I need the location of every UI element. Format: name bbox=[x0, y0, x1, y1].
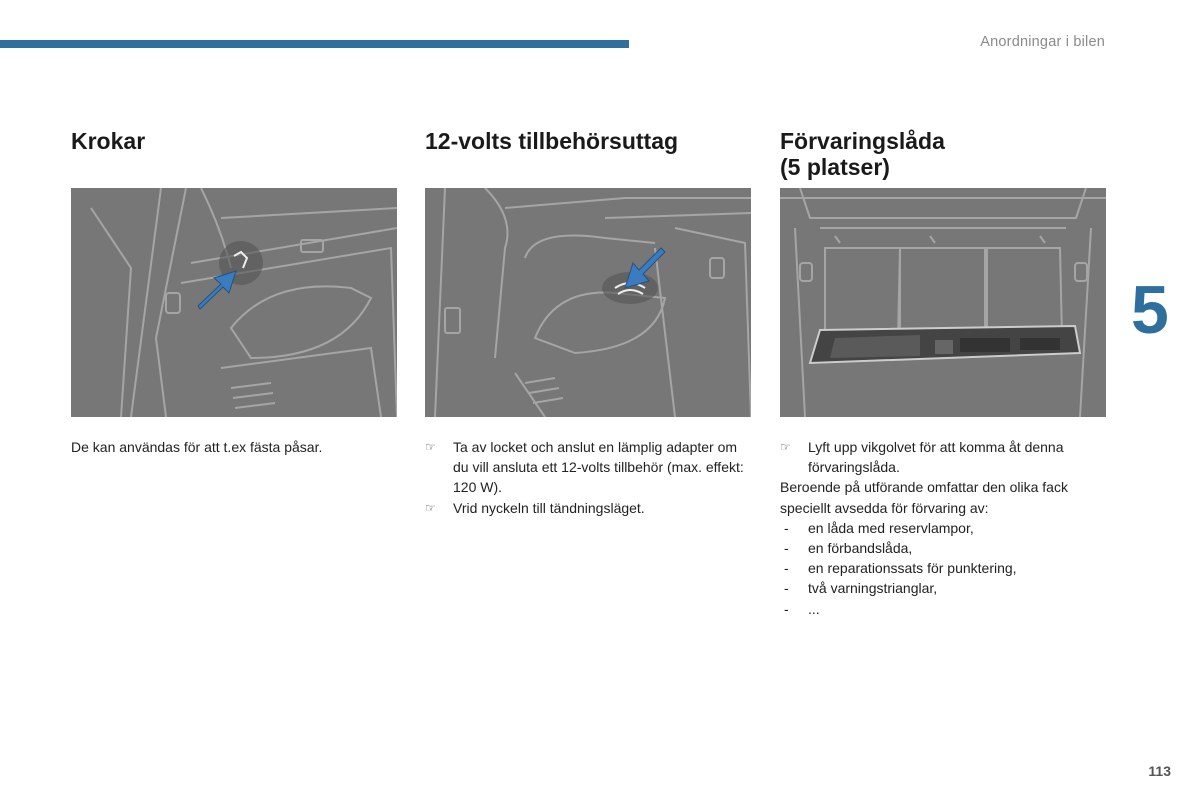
section-hooks bbox=[71, 128, 397, 455]
list-item: - en låda med reservlampor, bbox=[784, 519, 974, 536]
section-text bbox=[71, 437, 401, 457]
section-12v-socket bbox=[425, 128, 751, 516]
section-header-title: Anordningar i bilen bbox=[980, 34, 1105, 50]
storage-box-svg bbox=[780, 188, 1106, 417]
section-title: Krokar bbox=[71, 128, 146, 154]
list-item: - ... bbox=[784, 600, 820, 617]
page-number: 113 bbox=[1148, 763, 1171, 779]
pointing-finger-icon: ☞ bbox=[425, 500, 436, 515]
section-storage-box bbox=[780, 128, 1106, 617]
intro-paragraph: Beroende på utförande omfattar den olika fack speciellt avsedda för förvaring av: bbox=[780, 479, 1068, 516]
instruction-item: ☞ Ta av locket och anslut en lämplig adapter om du vill ansluta ett 12-volts tillbehör (max. effekt: 120 W). bbox=[425, 439, 744, 496]
header-accent-bar bbox=[0, 40, 629, 48]
section-text bbox=[780, 437, 1110, 619]
list-item: - en reparationssats för punktering, bbox=[784, 560, 1017, 577]
socket-svg bbox=[425, 188, 751, 417]
instruction-item: ☞ Vrid nyckeln till tändningsläget. bbox=[425, 498, 755, 518]
instruction-item: ☞ Lyft upp vikgolvet för att komma åt denna förvaringslåda. bbox=[780, 439, 1064, 476]
section-text bbox=[425, 437, 755, 518]
list-item: - två varningstrianglar, bbox=[784, 580, 938, 597]
section-title: 12-volts tillbehörsuttag bbox=[425, 128, 679, 154]
pointing-finger-icon: ☞ bbox=[780, 440, 791, 454]
chapter-number: 5 bbox=[1131, 272, 1169, 348]
section-title: Förvaringslåda (5 platser) bbox=[780, 128, 945, 180]
trunk-12v-socket-illustration bbox=[425, 188, 751, 417]
storage-box-illustration bbox=[780, 188, 1106, 417]
pointing-finger-icon: ☞ bbox=[425, 440, 436, 454]
trunk-hook-illustration bbox=[71, 188, 397, 417]
body-text: De kan användas för att t.ex fästa påsar. bbox=[71, 439, 323, 455]
trunk-hook-svg bbox=[71, 188, 397, 417]
list-item: - en förbandslåda, bbox=[784, 540, 913, 557]
